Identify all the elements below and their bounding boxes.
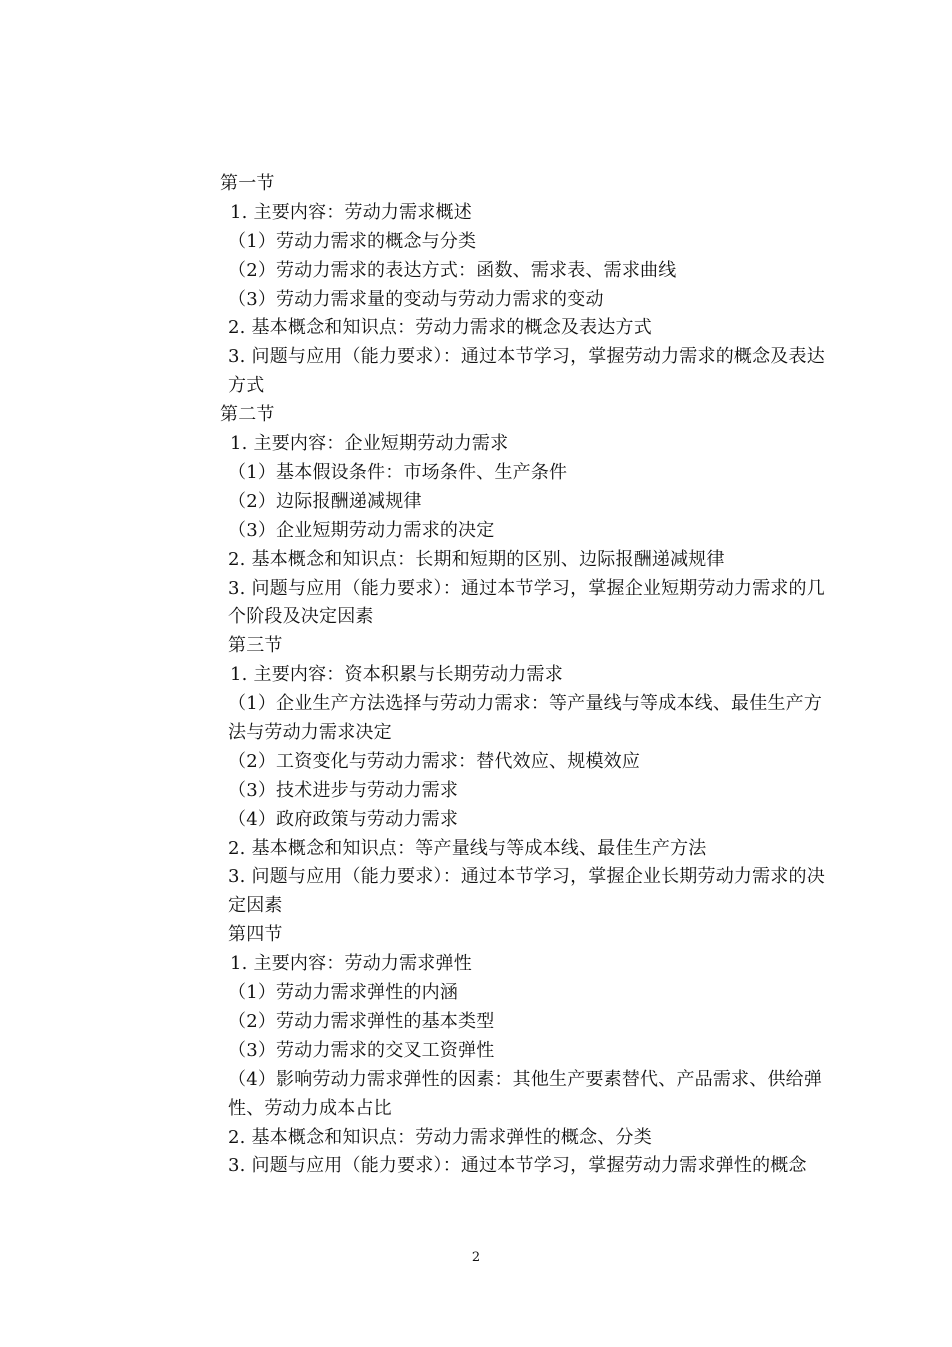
list-item: （3）技术进步与劳动力需求 <box>228 779 459 801</box>
concepts-line: 2. 基本概念和知识点：劳动力需求弹性的概念、分类 <box>228 1126 652 1148</box>
list-item: （2）边际报酬递减规律 <box>228 490 422 512</box>
list-item: （4）影响劳动力需求弹性的因素：其他生产要素替代、产品需求、供给弹性、劳动力成本占比 <box>228 1068 823 1119</box>
section-heading: 第二节 <box>220 404 275 426</box>
concepts-line: 2. 基本概念和知识点：等产量线与等成本线、最佳生产方法 <box>228 837 707 859</box>
list-item: （2）工资变化与劳动力需求：替代效应、规模效应 <box>228 750 641 772</box>
section-heading: 第三节 <box>228 635 283 657</box>
list-item: （1）企业生产方法选择与劳动力需求：等产量线与等成本线、最佳生产方法与劳动力需求决定 <box>228 693 823 743</box>
section-heading: 第一节 <box>220 173 275 194</box>
concepts-line: 2. 基本概念和知识点：长期和短期的区别、边际报酬递减规律 <box>228 548 725 570</box>
list-item: （1）基本假设条件：市场条件、生产条件 <box>228 461 568 483</box>
list-item: （1）劳动力需求弹性的内涵 <box>228 982 459 1004</box>
application-line: 3. 问题与应用（能力要求）：通过本节学习，掌握企业长期劳动力需求的决定因素 <box>228 866 825 917</box>
main-content-line: 1. 主要内容：企业短期劳动力需求 <box>230 433 509 455</box>
list-item: （2）劳动力需求的表达方式：函数、需求表、需求曲线 <box>228 259 677 281</box>
application-line: 3. 问题与应用（能力要求）：通过本节学习，掌握劳动力需求弹性的概念 <box>228 1155 807 1177</box>
section-heading: 第四节 <box>228 924 283 946</box>
application-line: 3. 问题与应用（能力要求）：通过本节学习，掌握企业短期劳动力需求的几个阶段及决定因素 <box>228 577 825 628</box>
concepts-line: 2. 基本概念和知识点：劳动力需求的概念及表达方式 <box>228 317 652 339</box>
document-body <box>218 170 848 1181</box>
main-content-line: 1. 主要内容：资本积累与长期劳动力需求 <box>230 664 563 686</box>
main-content-line: 1. 主要内容：劳动力需求概述 <box>230 201 472 223</box>
main-content-line: 1. 主要内容：劳动力需求弹性 <box>230 953 472 975</box>
list-item: （2）劳动力需求弹性的基本类型 <box>228 1010 495 1032</box>
list-item: （1）劳动力需求的概念与分类 <box>228 230 477 252</box>
list-item: （3）劳动力需求量的变动与劳动力需求的变动 <box>228 288 604 310</box>
page-number: 2 <box>471 1250 481 1265</box>
application-line: 3. 问题与应用（能力要求）：通过本节学习，掌握劳动力需求的概念及表达方式 <box>228 346 825 397</box>
list-item: （3）劳动力需求的交叉工资弹性 <box>228 1039 495 1061</box>
list-item: （4）政府政策与劳动力需求 <box>228 808 459 830</box>
list-item: （3）企业短期劳动力需求的决定 <box>228 519 495 541</box>
